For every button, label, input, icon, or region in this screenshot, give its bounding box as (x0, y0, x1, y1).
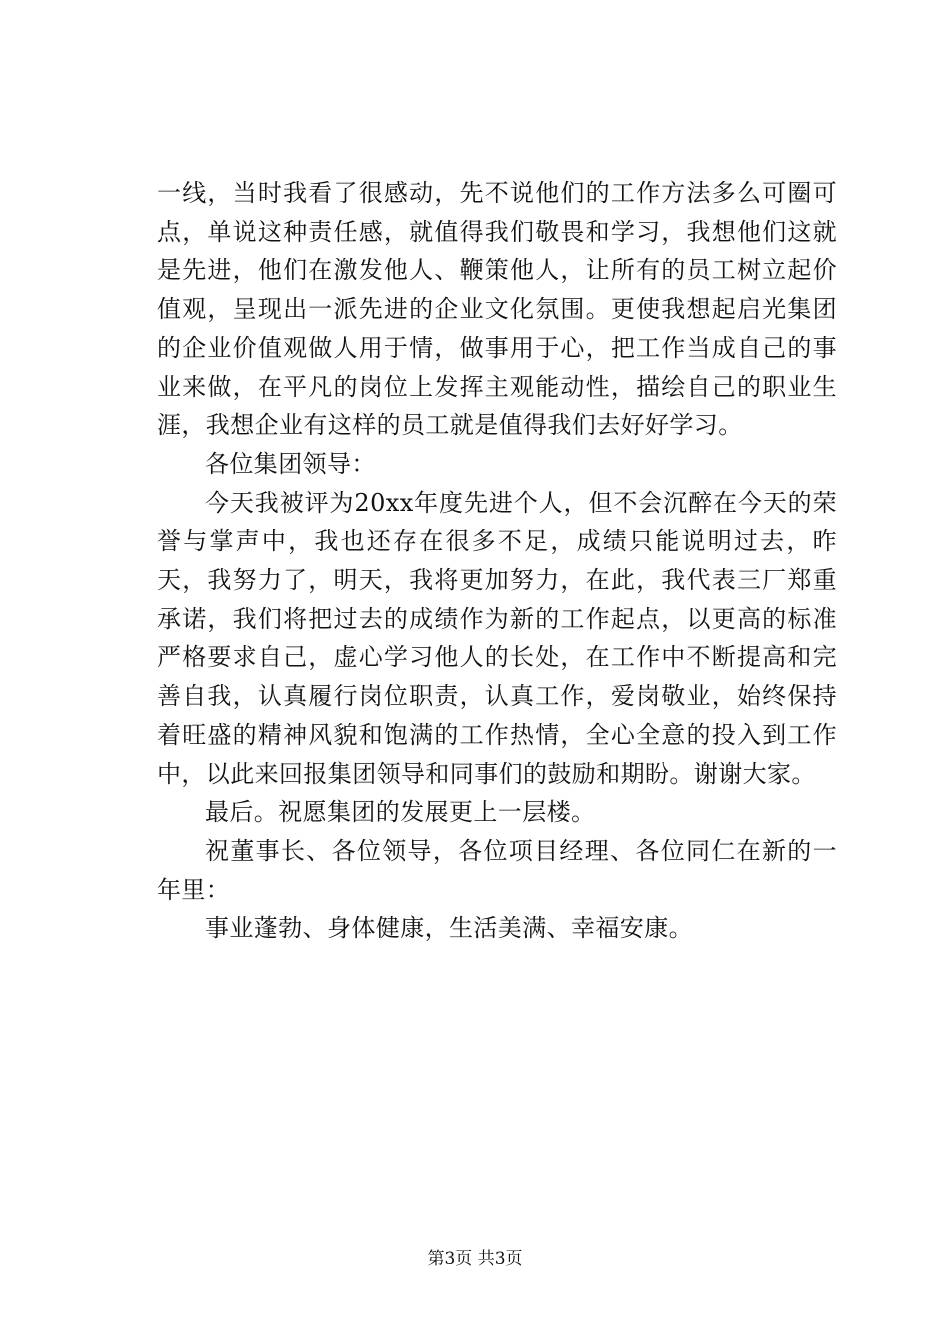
paragraph-blessing: 事业蓬勃、身体健康，生活美满、幸福安康。 (205, 914, 693, 943)
paragraph-continuation: 一线，当时我看了很感动，先不说他们的工作方法多么可圈可点，单说这种责任感，就值得我们敬畏和学习，我想他们这就是先进，他们在激发他人、鞭策他人，让所有的员工树立起价值观，呈现出一派先进的企业文化氛围。更使我想起启光集团的企业价值观做人用于情，做事用于心，把工作当成自己的事业来做，在平凡的岗位上发挥主观能动性，描绘自己的职业生涯，我想企业有这样的员工就是值得我们去好好学习。 (157, 179, 837, 440)
paragraph-commitment: 今天我被评为20xx年度先进个人，但不会沉醉在今天的荣誉与掌声中，我也还存在很多不足，成绩只能说明过去，昨天，我努力了，明天，我将更加努力，在此，我代表三厂郑重承诺，我们将把过去的成绩作为新的工作起点，以更高的标准严格要求自己，虚心学习他人的长处，在工作中不断提高和完善自我，认真履行岗位职责，认真工作，爱岗敬业，始终保持着旺盛的精神风貌和饱满的工作热情，全心全意的投入到工作中，以此来回报集团领导和同事们的鼓励和期盼。谢谢大家。 (157, 488, 837, 788)
document-body (157, 174, 837, 948)
paragraph-salutation: 各位集团领导： (205, 449, 376, 478)
page-footer: 第3页 共3页 (427, 1249, 523, 1269)
paragraph-wish-leaders: 祝董事长、各位领导，各位项目经理、各位同仁在新的一年里： (157, 836, 837, 904)
paragraph-wish-group: 最后。祝愿集团的发展更上一层楼。 (205, 798, 596, 827)
